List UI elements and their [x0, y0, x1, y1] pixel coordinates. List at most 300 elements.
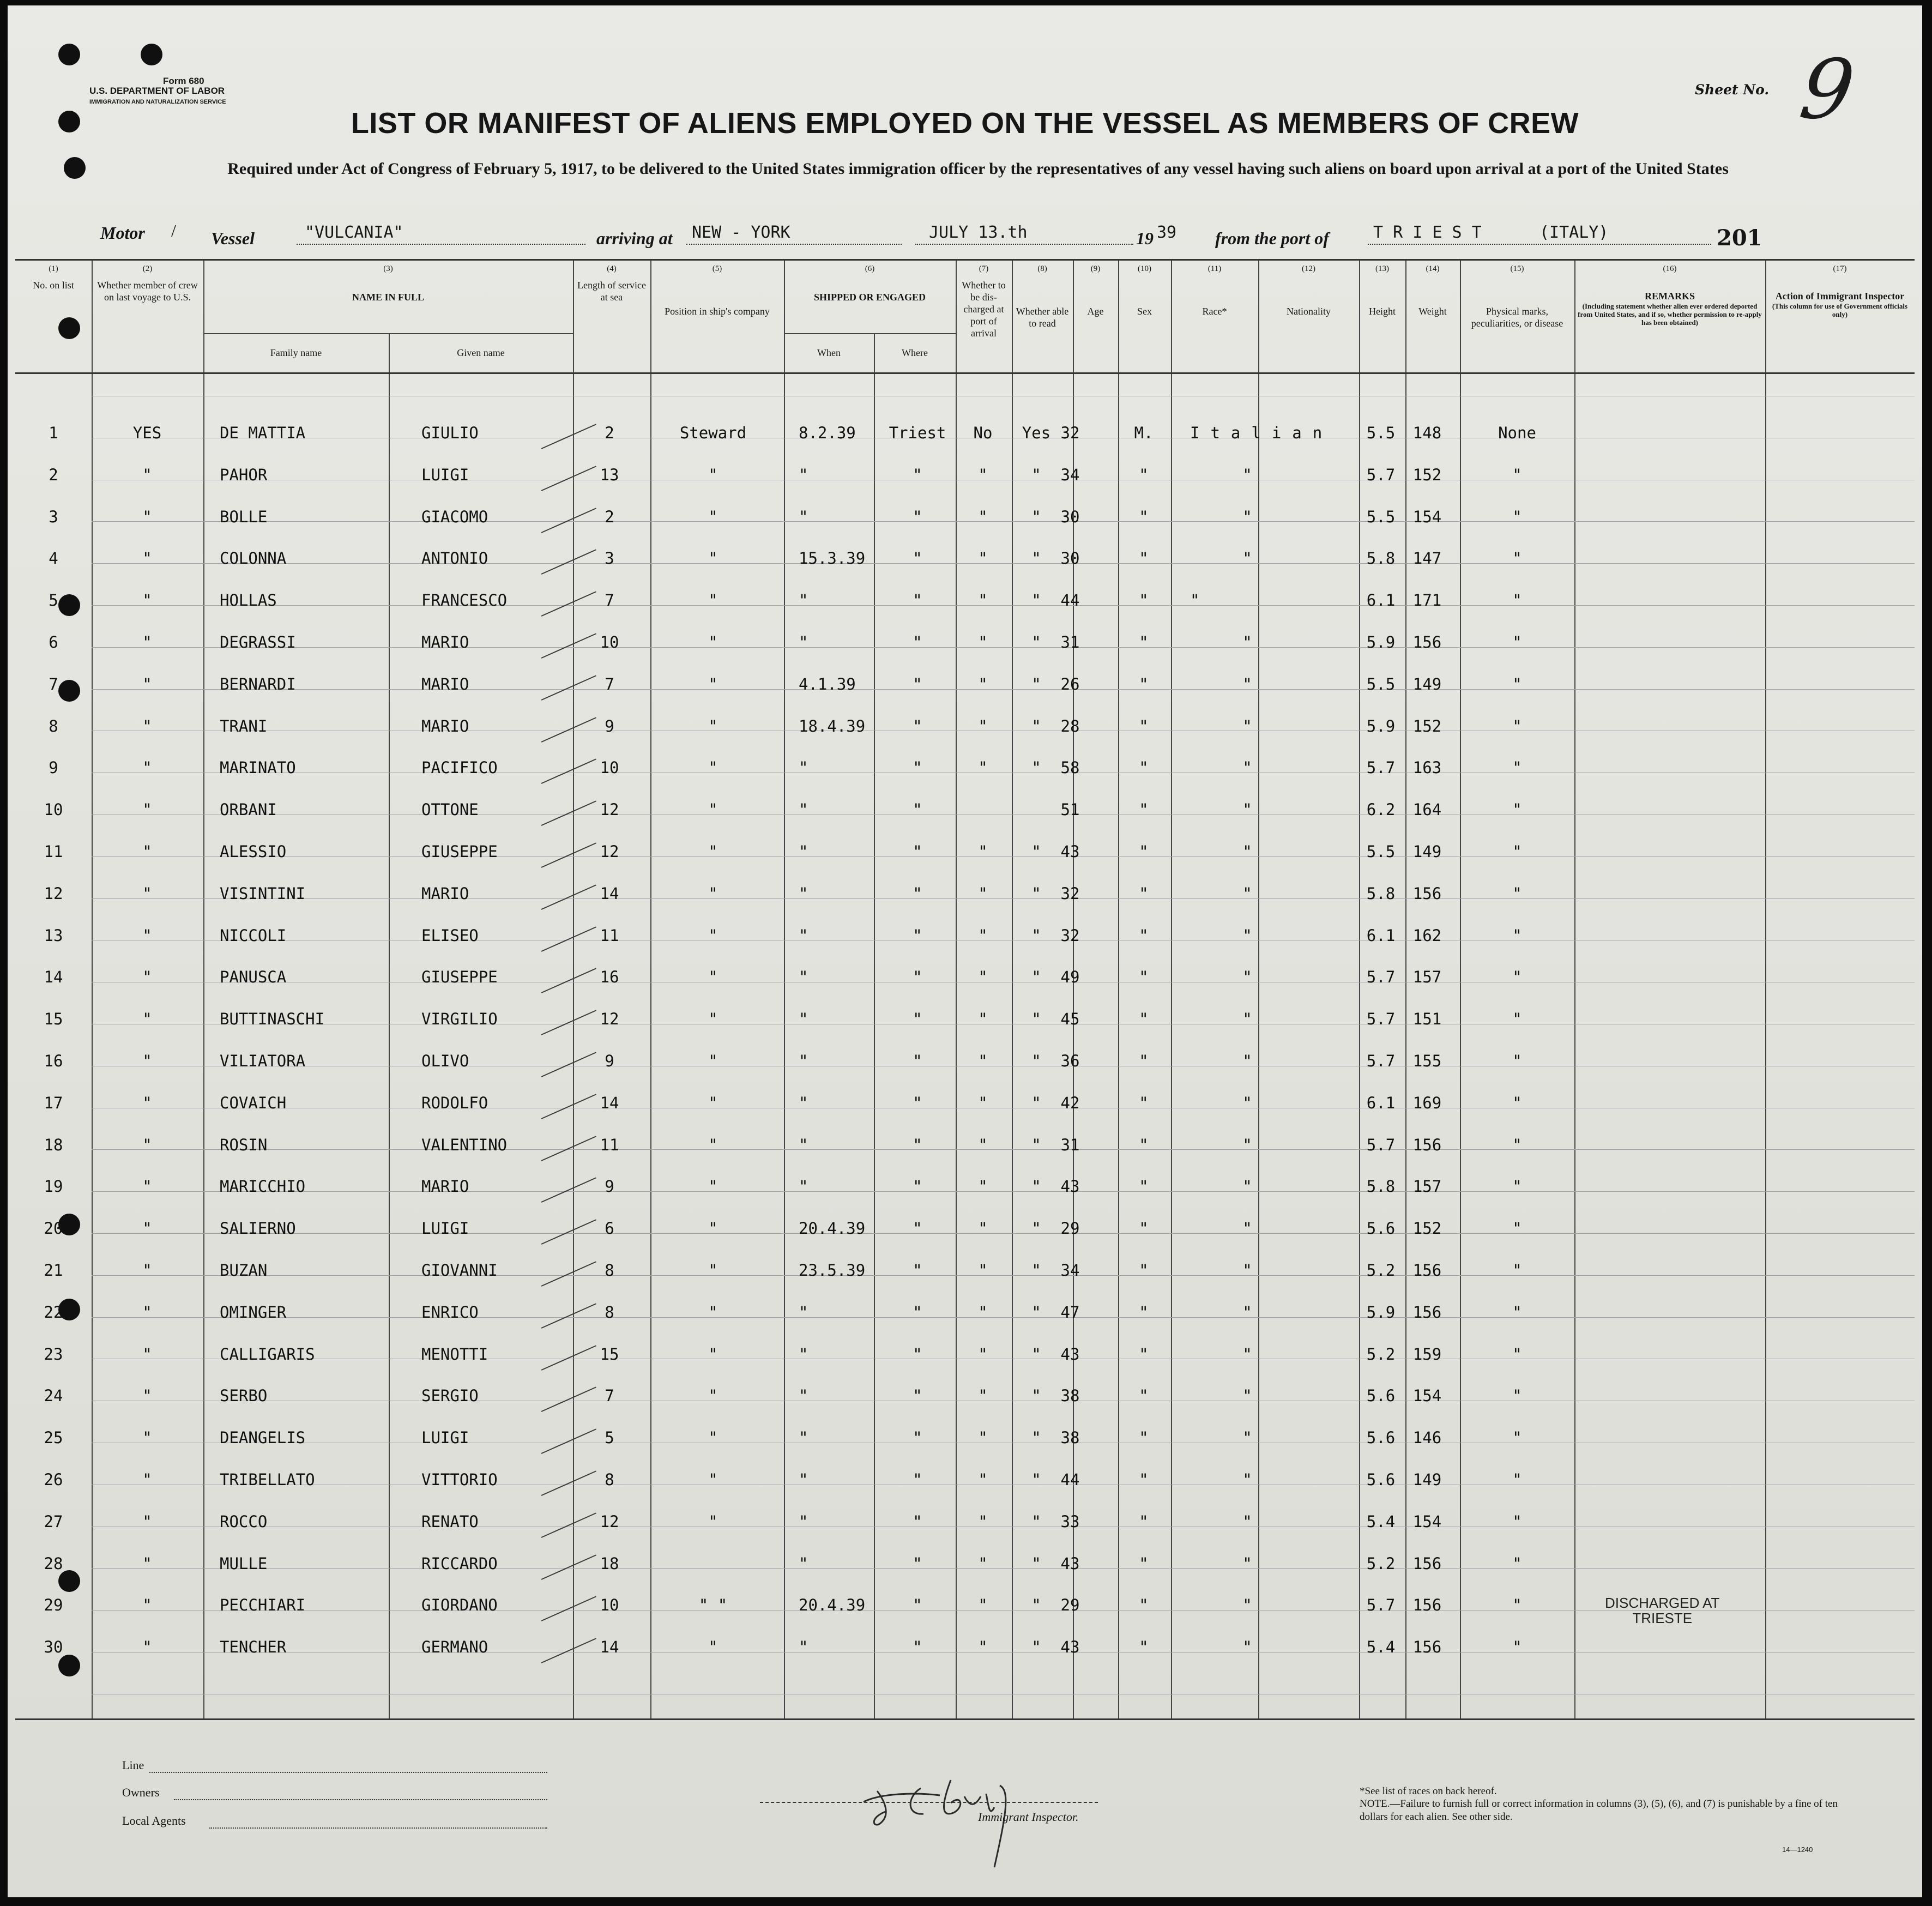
department-name: U.S. DEPARTMENT OF LABOR: [89, 86, 225, 96]
pencil-check-mark: [541, 1596, 596, 1621]
cell-read: ": [1031, 1554, 1041, 1573]
cell-where: Triest: [889, 424, 946, 442]
cell-read: ": [1031, 1512, 1041, 1531]
cell-disch: ": [978, 1428, 988, 1447]
binder-hole: [64, 157, 86, 179]
cell-no: 9: [49, 758, 58, 777]
cell-age: 38: [1060, 1386, 1080, 1405]
cell-when: ": [799, 884, 808, 903]
column-label: REMARKS: [1644, 291, 1695, 301]
column-label: SHIPPED OR ENGAGED: [813, 292, 926, 303]
pencil-check-mark: [541, 1052, 596, 1077]
cell-age: 32: [1060, 884, 1080, 903]
cell-read: ": [1031, 1345, 1041, 1364]
cell-no: 23: [44, 1345, 63, 1364]
cell-weight: 156: [1412, 633, 1442, 652]
cell-given: VALENTINO: [421, 1136, 508, 1154]
cell-when: ": [799, 1303, 808, 1322]
cell-prev: ": [142, 1219, 152, 1238]
cell-family: PAHOR: [220, 466, 268, 484]
cell-family: SALIERNO: [220, 1219, 296, 1238]
arriving-label: arriving at: [596, 228, 673, 248]
cell-marks: ": [1512, 1345, 1522, 1364]
cell-age: 28: [1060, 717, 1080, 735]
form-code: 14—1240: [1782, 1845, 1813, 1854]
cell-sex: ": [1139, 758, 1149, 777]
row-rule: [92, 1568, 1915, 1569]
cell-marks: ": [1512, 549, 1522, 568]
stamp-line: DISCHARGED AT: [1605, 1595, 1720, 1611]
cell-position: ": [708, 758, 718, 777]
owners-field: [174, 1799, 547, 1800]
from-country: (ITALY): [1539, 223, 1609, 242]
pencil-check-mark: [541, 1470, 596, 1496]
column-subheader: When: [817, 347, 841, 358]
header-bottom-rule: [15, 372, 1915, 374]
cell-given: GIOVANNI: [421, 1261, 498, 1280]
cell-no: 11: [44, 842, 63, 861]
cell-where: ": [913, 842, 922, 861]
cell-prev: ": [142, 926, 152, 945]
cell-nat: ": [1242, 1177, 1252, 1196]
pencil-check-mark: [541, 758, 596, 784]
cell-position: ": [708, 466, 718, 484]
cell-prev: ": [142, 1010, 152, 1028]
cell-disch: ": [978, 633, 988, 652]
cell-read: ": [1031, 1136, 1041, 1154]
cell-sex: ": [1139, 549, 1149, 568]
cell-read: ": [1031, 1303, 1041, 1322]
cell-no: 22: [44, 1303, 63, 1322]
cell-no: 14: [44, 968, 63, 986]
cell-family: SERBO: [220, 1386, 268, 1405]
cell-family: MULLE: [220, 1554, 268, 1573]
cell-given: GIULIO: [421, 424, 479, 442]
cell-position: ": [708, 968, 718, 986]
cell-given: GERMANO: [421, 1638, 488, 1656]
row-rule: [92, 1275, 1915, 1276]
cell-given: GIORDANO: [421, 1596, 498, 1614]
cell-where: ": [913, 1428, 922, 1447]
total-count: 201: [1717, 225, 1762, 251]
cell-sex: ": [1139, 1261, 1149, 1280]
cell-read: ": [1031, 1010, 1041, 1028]
cell-weight: 151: [1412, 1010, 1442, 1028]
cell-marks: ": [1512, 884, 1522, 903]
cell-weight: 146: [1412, 1428, 1442, 1447]
cell-prev: ": [142, 842, 152, 861]
pencil-check-mark: [541, 549, 596, 575]
column-label: Height: [1369, 306, 1396, 317]
cell-height: 5.4: [1366, 1638, 1396, 1656]
cell-given: MENOTTI: [421, 1345, 488, 1364]
cell-nat: ": [1242, 1428, 1252, 1447]
cell-prev: ": [142, 1052, 152, 1070]
cell-nat: ": [1242, 842, 1252, 861]
pencil-check-mark: [541, 591, 596, 617]
cell-read: ": [1031, 1470, 1041, 1489]
cell-where: ": [913, 508, 922, 526]
cell-family: TRIBELLATO: [220, 1470, 315, 1489]
cell-sex: ": [1139, 1554, 1149, 1573]
cell-service: 16: [600, 968, 619, 986]
cell-nat: ": [1242, 466, 1252, 484]
cell-when: ": [799, 466, 808, 484]
cell-height: 5.7: [1366, 968, 1396, 986]
cell-nat: ": [1242, 1638, 1252, 1656]
cell-age: 36: [1060, 1052, 1080, 1070]
pencil-check-mark: [541, 1303, 596, 1329]
cell-age: 34: [1060, 466, 1080, 484]
cell-position: ": [708, 591, 718, 610]
cell-position: ": [708, 1010, 718, 1028]
cell-marks: ": [1512, 1136, 1522, 1154]
cell-age: 47: [1060, 1303, 1080, 1322]
cell-where: ": [913, 1386, 922, 1405]
cell-no: 21: [44, 1261, 63, 1280]
cell-age: 43: [1060, 1345, 1080, 1364]
cell-no: 17: [44, 1094, 63, 1112]
cell-where: ": [913, 1136, 922, 1154]
cell-where: ": [913, 1261, 922, 1280]
cell-height: 5.2: [1366, 1345, 1396, 1364]
pencil-check-mark: [541, 466, 596, 491]
cell-family: MARICCHIO: [220, 1177, 306, 1196]
cell-service: 18: [600, 1554, 619, 1573]
cell-nat: ": [1242, 633, 1252, 652]
inspector-signature-line: [760, 1802, 1098, 1803]
cell-where: ": [913, 968, 922, 986]
cell-no: 20: [44, 1219, 63, 1238]
line-field: [149, 1772, 547, 1773]
cell-where: ": [913, 549, 922, 568]
column-header: [94, 263, 201, 303]
cell-disch: ": [978, 1554, 988, 1573]
column-label: Action of Immigrant Inspector: [1775, 291, 1905, 301]
cell-prev: ": [142, 466, 152, 484]
cell-weight: 152: [1412, 717, 1442, 735]
column-subheader: Given name: [457, 347, 505, 358]
cell-weight: 148: [1412, 424, 1442, 442]
cell-nat: ": [1242, 758, 1252, 777]
line-label: Line: [122, 1758, 144, 1772]
cell-disch: ": [978, 884, 988, 903]
cell-marks: ": [1512, 1386, 1522, 1405]
cell-service: 8: [605, 1303, 614, 1322]
cell-service: 12: [600, 1512, 619, 1531]
cell-given: PACIFICO: [421, 758, 498, 777]
cell-weight: 149: [1412, 842, 1442, 861]
cell-where: ": [913, 1219, 922, 1238]
year-suffix: 39: [1157, 223, 1177, 242]
cell-marks: ": [1512, 926, 1522, 945]
cell-read: ": [1031, 1094, 1041, 1112]
cell-prev: ": [142, 633, 152, 652]
cell-service: 9: [605, 717, 614, 735]
cell-position: ": [708, 800, 718, 819]
cell-read: ": [1031, 842, 1041, 861]
cell-height: 5.6: [1366, 1386, 1396, 1405]
column-note: (This column for use of Government officials only): [1772, 302, 1908, 318]
cell-height: 5.8: [1366, 549, 1396, 568]
cell-prev: ": [142, 1094, 152, 1112]
cell-height: 5.6: [1366, 1428, 1396, 1447]
column-label: Whether able to read: [1016, 306, 1069, 329]
cell-prev: ": [142, 1136, 152, 1154]
cell-prev: ": [142, 1345, 152, 1364]
cell-height: 5.7: [1366, 466, 1396, 484]
cell-family: ROCCO: [220, 1512, 268, 1531]
cell-read: ": [1031, 1052, 1041, 1070]
cell-nat: ": [1242, 926, 1252, 945]
cell-when: ": [799, 842, 808, 861]
cell-height: 5.8: [1366, 1177, 1396, 1196]
cell-weight: 156: [1412, 1303, 1442, 1322]
cell-service: 3: [605, 549, 614, 568]
pencil-check-mark: [541, 800, 596, 826]
cell-position: Steward: [679, 424, 747, 442]
cell-height: 6.2: [1366, 800, 1396, 819]
cell-service: 12: [600, 800, 619, 819]
cell-where: ": [913, 1345, 922, 1364]
column-number: (17): [1833, 264, 1847, 273]
cell-given: VIRGILIO: [421, 1010, 498, 1028]
cell-height: 5.5: [1366, 842, 1396, 861]
cell-weight: 156: [1412, 1596, 1442, 1614]
pencil-check-mark: [541, 1512, 596, 1538]
cell-given: OTTONE: [421, 800, 479, 819]
cell-where: ": [913, 1512, 922, 1531]
cell-sex: ": [1139, 675, 1149, 693]
cell-height: 5.7: [1366, 758, 1396, 777]
cell-sex: ": [1139, 1094, 1149, 1112]
column-number: (5): [712, 264, 722, 273]
cell-marks: ": [1512, 1010, 1522, 1028]
pencil-check-mark: [541, 675, 596, 701]
cell-weight: 162: [1412, 926, 1442, 945]
cell-position: ": [708, 1177, 718, 1196]
cell-when: 15.3.39: [799, 549, 866, 568]
column-header: [958, 263, 1010, 339]
cell-age: 32: [1060, 424, 1080, 442]
cell-sex: ": [1139, 1177, 1149, 1196]
cell-age: 45: [1060, 1010, 1080, 1028]
cell-position: ": [708, 1428, 718, 1447]
cell-read: ": [1031, 1386, 1041, 1405]
cell-read: ": [1031, 591, 1041, 610]
cell-where: ": [913, 800, 922, 819]
column-number: (6): [865, 264, 875, 273]
cell-disch: No: [973, 424, 993, 442]
cell-read: ": [1031, 549, 1041, 568]
cell-nat: ": [1242, 1261, 1252, 1280]
cell-prev: ": [142, 1596, 152, 1614]
cell-service: 6: [605, 1219, 614, 1238]
header-subrule: [203, 333, 573, 334]
column-header: [1462, 263, 1572, 329]
pencil-check-mark: [541, 1219, 596, 1245]
row-rule: [92, 647, 1915, 648]
cell-prev: ": [142, 1177, 152, 1196]
cell-given: GIUSEPPE: [421, 842, 498, 861]
cell-read: ": [1031, 633, 1041, 652]
cell-sex: ": [1139, 884, 1149, 903]
cell-no: 12: [44, 884, 63, 903]
cell-where: ": [913, 1596, 922, 1614]
cell-age: 58: [1060, 758, 1080, 777]
crew-manifest-table: [15, 261, 1915, 1720]
cell-weight: 152: [1412, 1219, 1442, 1238]
cell-no: 6: [49, 633, 58, 652]
cell-position: ": [708, 884, 718, 903]
column-label: Length of service at sea: [577, 280, 646, 303]
cell-nat: ": [1242, 549, 1252, 568]
cell-service: 12: [600, 842, 619, 861]
cell-family: PANUSCA: [220, 968, 287, 986]
cell-given: SERGIO: [421, 1386, 479, 1405]
cell-weight: 159: [1412, 1345, 1442, 1364]
cell-sex: ": [1139, 717, 1149, 735]
cell-family: DEGRASSI: [220, 633, 296, 652]
cell-nat: ": [1242, 1554, 1252, 1573]
cell-position: ": [708, 926, 718, 945]
cell-family: COLONNA: [220, 549, 287, 568]
cell-nat: ": [1242, 1219, 1252, 1238]
cell-prev: ": [142, 1554, 152, 1573]
cell-marks: ": [1512, 633, 1522, 652]
cell-disch: ": [978, 1512, 988, 1531]
cell-age: 43: [1060, 1554, 1080, 1573]
cell-prev: ": [142, 508, 152, 526]
column-header: [1361, 263, 1403, 317]
cell-family: NICCOLI: [220, 926, 287, 945]
sheet-number-label: Sheet No.: [1695, 82, 1770, 98]
pencil-check-mark: [541, 926, 596, 952]
cell-no: 8: [49, 717, 58, 735]
cell-race: Italian: [1190, 424, 1333, 442]
cell-position: ": [708, 1512, 718, 1531]
column-header: [653, 263, 782, 317]
cell-read: ": [1031, 968, 1041, 986]
cell-disch: ": [978, 1177, 988, 1196]
column-header: [1408, 263, 1458, 317]
cell-age: 30: [1060, 508, 1080, 526]
cell-age: 38: [1060, 1428, 1080, 1447]
cell-prev: ": [142, 1470, 152, 1489]
cell-read: ": [1031, 508, 1041, 526]
cell-weight: 147: [1412, 549, 1442, 568]
cell-given: MARIO: [421, 717, 469, 735]
cell-marks: ": [1512, 800, 1522, 819]
cell-family: ORBANI: [220, 800, 277, 819]
cell-position: ": [708, 1219, 718, 1238]
cell-height: 5.4: [1366, 1512, 1396, 1531]
cell-when: 4.1.39: [799, 675, 856, 693]
column-number: (1): [49, 264, 58, 273]
cell-nat: ": [1242, 1596, 1252, 1614]
cell-family: BERNARDI: [220, 675, 296, 693]
column-number: (4): [607, 264, 617, 273]
cell-family: BUZAN: [220, 1261, 268, 1280]
row-rule: [92, 1233, 1915, 1234]
page-title: LIST OR MANIFEST OF ALIENS EMPLOYED ON THE VESSEL AS MEMBERS OF CREW: [351, 107, 1579, 140]
local-agents-field: [209, 1827, 547, 1829]
cell-height: 5.5: [1366, 424, 1396, 442]
cell-position: ": [708, 1136, 718, 1154]
cell-where: ": [913, 926, 922, 945]
cell-marks: ": [1512, 675, 1522, 693]
cell-marks: ": [1512, 758, 1522, 777]
cell-no: 16: [44, 1052, 63, 1070]
cell-height: 5.2: [1366, 1554, 1396, 1573]
cell-when: ": [799, 508, 808, 526]
cell-service: 8: [605, 1261, 614, 1280]
cell-when: ": [799, 968, 808, 986]
cell-service: 2: [605, 424, 614, 442]
pencil-check-mark: [541, 1094, 596, 1119]
column-label: No. on list: [33, 280, 74, 291]
cell-weight: 154: [1412, 1386, 1442, 1405]
cell-disch: ": [978, 1303, 988, 1322]
cell-disch: ": [978, 1136, 988, 1154]
cell-family: VILIATORA: [220, 1052, 306, 1070]
cell-service: 9: [605, 1177, 614, 1196]
cell-weight: 163: [1412, 758, 1442, 777]
cell-read: ": [1031, 1177, 1041, 1196]
cell-position: ": [708, 1345, 718, 1364]
cell-weight: 157: [1412, 1177, 1442, 1196]
cell-weight: 171: [1412, 591, 1442, 610]
cell-sex: ": [1139, 1345, 1149, 1364]
cell-service: 11: [600, 1136, 619, 1154]
cell-service: 7: [605, 1386, 614, 1405]
row-rule: [92, 521, 1915, 522]
cell-height: 5.6: [1366, 1470, 1396, 1489]
cell-given: MARIO: [421, 675, 469, 693]
column-label: Whether to be dis-charged at port of arrival: [962, 280, 1006, 339]
cell-sex: ": [1139, 508, 1149, 526]
cell-marks: None: [1498, 424, 1536, 442]
pencil-check-mark: [541, 1386, 596, 1412]
cell-sex: ": [1139, 1512, 1149, 1531]
cell-prev: ": [142, 884, 152, 903]
cell-sex: ": [1139, 926, 1149, 945]
cell-marks: ": [1512, 1094, 1522, 1112]
cell-where: ": [913, 884, 922, 903]
cell-service: 8: [605, 1470, 614, 1489]
cell-weight: 156: [1412, 1136, 1442, 1154]
cell-read: ": [1031, 1638, 1041, 1656]
column-number: (12): [1302, 264, 1315, 273]
vessel-name: "VULCANIA": [305, 223, 403, 242]
column-header: [786, 263, 953, 303]
cell-service: 10: [600, 758, 619, 777]
cell-position: ": [708, 633, 718, 652]
cell-read: ": [1031, 1596, 1041, 1614]
cell-service: 11: [600, 926, 619, 945]
cell-age: 32: [1060, 926, 1080, 945]
cell-weight: 154: [1412, 508, 1442, 526]
cell-prev: ": [142, 549, 152, 568]
cell-height: 5.7: [1366, 1052, 1396, 1070]
cell-family: MARINATO: [220, 758, 296, 777]
cell-when: ": [799, 1094, 808, 1112]
stamp-line: TRIESTE: [1632, 1610, 1693, 1626]
cell-nat: ": [1242, 1052, 1252, 1070]
cell-age: 33: [1060, 1512, 1080, 1531]
cell-age: 44: [1060, 1470, 1080, 1489]
from-port: T R I E S T: [1373, 223, 1482, 242]
